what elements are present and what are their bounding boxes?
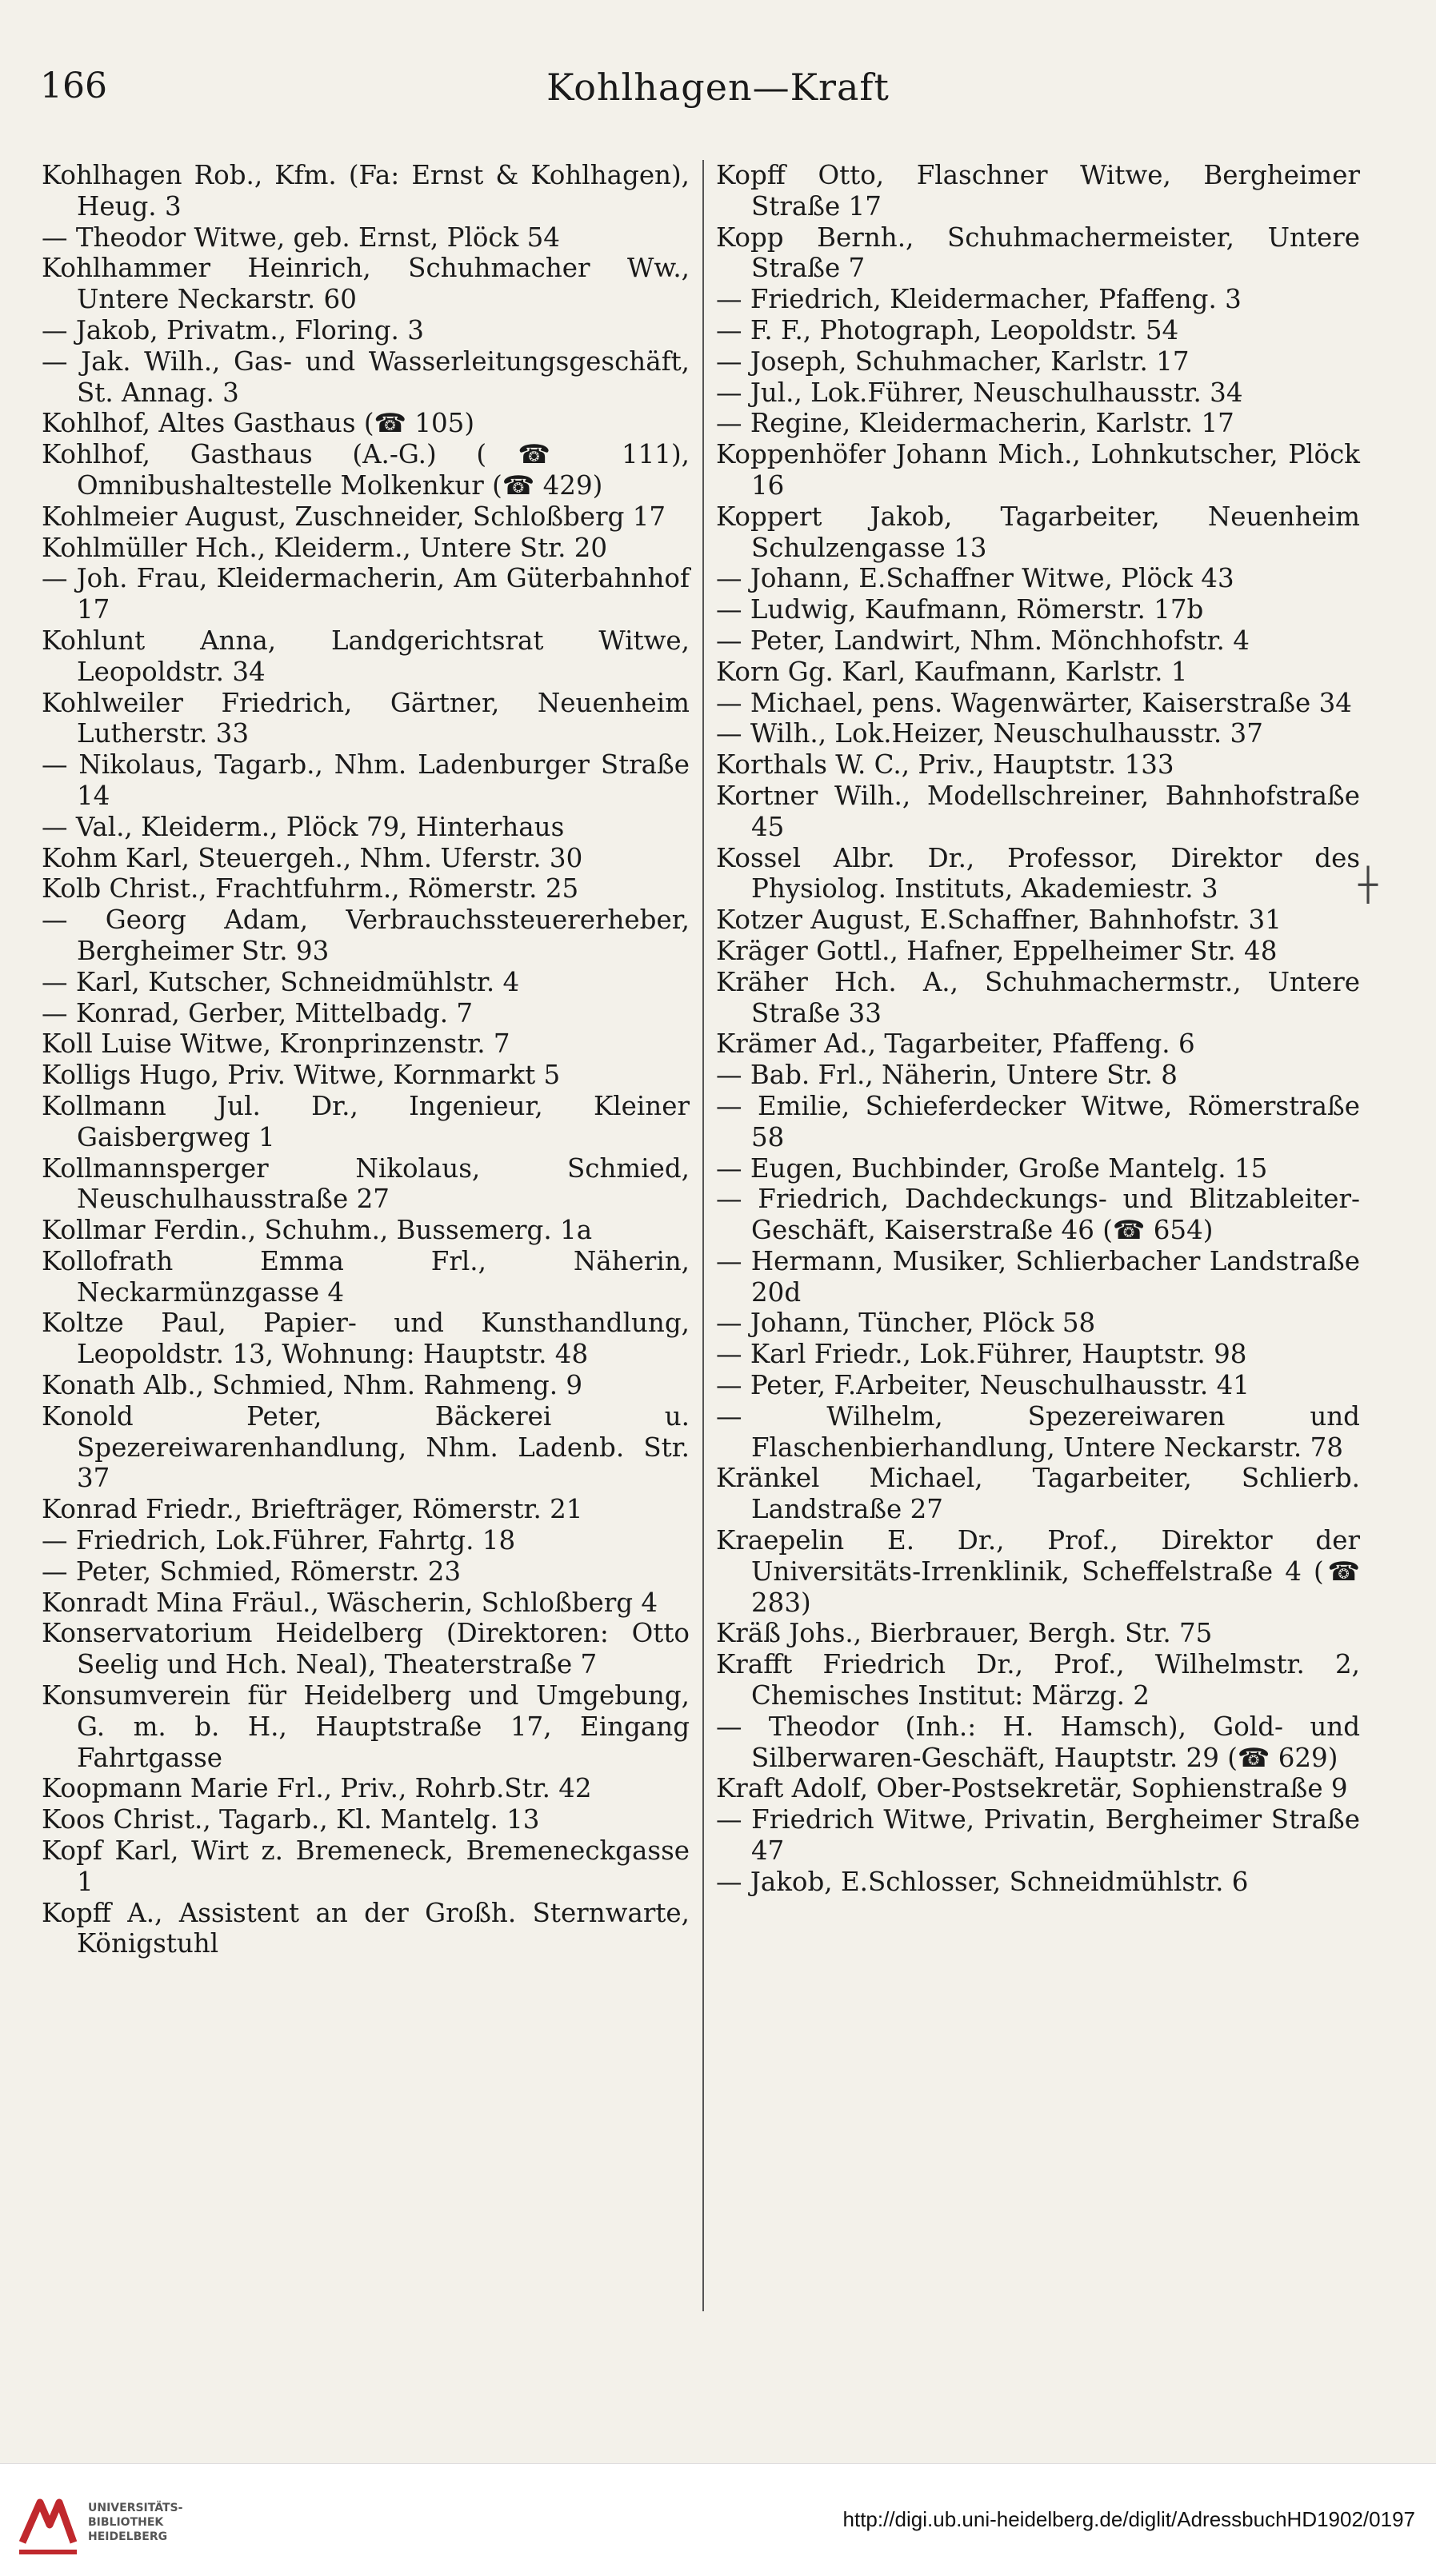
directory-entry: Kolb Christ., Frachtfuhrm., Römerstr. 25: [42, 873, 579, 905]
margin-crosshair-mark: ┼: [1358, 867, 1378, 904]
directory-entry: Krämer Ad., Tagarbeiter, Pfaffeng. 6: [716, 1028, 1195, 1060]
directory-entry: — Wilh., Lok.Heizer, Neuschulhausstr. 37: [716, 718, 1263, 749]
logo-line: UNIVERSITÄTS-: [88, 2502, 183, 2514]
directory-entry: Koppenhöfer Johann Mich., Lohnkutscher, Plöck 16: [716, 439, 1360, 501]
right-column: [716, 160, 1360, 1898]
directory-entry: Kraft Adolf, Ober-Postsekretär, Sophienstraße 9: [716, 1773, 1348, 1804]
directory-entry: — Jak. Wilh., Gas- und Wasserleitungsgeschäft, St. Annag. 3: [42, 345, 690, 408]
directory-entry: Kopf Karl, Wirt z. Bremeneck, Bremeneckgasse 1: [42, 1835, 690, 1897]
directory-entry: Kollofrath Emma Frl., Näherin, Neckarmünzgasse 4: [42, 1245, 690, 1308]
directory-entry: — Peter, Schmied, Römerstr. 23: [42, 1556, 462, 1587]
directory-entry: — Jul., Lok.Führer, Neuschulhausstr. 34: [716, 377, 1243, 408]
library-logo[interactable]: [16, 2486, 200, 2558]
directory-entry: Koltze Paul, Papier- und Kunsthandlung, Leopoldstr. 13, Wohnung: Hauptstr. 48: [42, 1308, 690, 1370]
directory-entry: Kraepelin E. Dr., Prof., Direktor der Universitäts-Irrenklinik, Scheffelstraße 4 (☎ 283): [716, 1525, 1360, 1618]
directory-entry: Kossel Albr. Dr., Professor, Direktor des Physiolog. Instituts, Akademiestr. 3: [716, 842, 1360, 905]
directory-entry: Kohlhammer Heinrich, Schuhmacher Ww., Untere Neckarstr. 60: [42, 253, 690, 315]
directory-entry: Kortner Wilh., Modellschreiner, Bahnhofstraße 45: [716, 780, 1360, 842]
directory-entry: Kräger Gottl., Hafner, Eppelheimer Str. 48: [716, 935, 1278, 966]
directory-entry: — Joseph, Schuhmacher, Karlstr. 17: [716, 345, 1190, 377]
directory-entry: Kollmar Ferdin., Schuhm., Bussemerg. 1a: [42, 1215, 593, 1246]
left-column: [42, 160, 690, 1959]
directory-entry: Kopff Otto, Flaschner Witwe, Bergheimer Straße 17: [716, 160, 1360, 222]
running-head: Kohlhagen—Kraft: [546, 66, 890, 109]
directory-entry: Kollmannsperger Nikolaus, Schmied, Neuschulhausstraße 27: [42, 1152, 690, 1215]
directory-entry: — F. F., Photograph, Leopoldstr. 54: [716, 314, 1179, 345]
directory-entry: Kohlhagen Rob., Kfm. (Fa: Ernst & Kohlhagen), Heug. 3: [42, 160, 690, 222]
directory-entry: Kopff A., Assistent an der Großh. Sternwarte, Königstuhl: [42, 1897, 690, 1959]
directory-entry: Kollmann Jul. Dr., Ingenieur, Kleiner Gaisbergweg 1: [42, 1090, 690, 1152]
directory-entry: Kräß Johs., Bierbrauer, Bergh. Str. 75: [716, 1618, 1213, 1649]
directory-entry: Konsumverein für Heidelberg und Umgebung, G. m. b. H., Hauptstraße 17, Eingang Fahrtgasse: [42, 1680, 690, 1773]
directory-entry: — Karl Friedr., Lok.Führer, Hauptstr. 98: [716, 1339, 1247, 1370]
library-logo-mark: [16, 2486, 80, 2558]
directory-entry: — Joh. Frau, Kleidermacherin, Am Güterbahnhof 17: [42, 563, 690, 625]
directory-entry: Korthals W. C., Priv., Hauptstr. 133: [716, 749, 1174, 781]
directory-entry: Konservatorium Heidelberg (Direktoren: Otto Seelig und Hch. Neal), Theaterstraße 7: [42, 1618, 690, 1680]
directory-entry: Kräher Hch. A., Schuhmachermstr., Untere Straße 33: [716, 966, 1360, 1028]
directory-entry: Konradt Mina Fräul., Wäscherin, Schloßberg 4: [42, 1587, 658, 1618]
directory-entry: — Theodor (Inh.: H. Hamsch), Gold- und Silberwaren-Geschäft, Hauptstr. 29 (☎ 629): [716, 1711, 1360, 1773]
directory-entry: — Nikolaus, Tagarb., Nhm. Ladenburger Straße 14: [42, 749, 690, 811]
directory-entry: Krafft Friedrich Dr., Prof., Wilhelmstr. 2, Chemisches Institut: Märzg. 2: [716, 1649, 1360, 1711]
directory-entry: Kohlweiler Friedrich, Gärtner, Neuenheim Lutherstr. 33: [42, 687, 690, 749]
directory-entry: Kotzer August, E.Schaffner, Bahnhofstr. 31: [716, 905, 1282, 936]
directory-entry: — Friedrich, Kleidermacher, Pfaffeng. 3: [716, 284, 1242, 315]
directory-entry: — Hermann, Musiker, Schlierbacher Landstraße 20d: [716, 1245, 1360, 1308]
directory-entry: — Val., Kleiderm., Plöck 79, Hinterhaus: [42, 811, 565, 842]
source-url-link[interactable]: http://digi.ub.uni-heidelberg.de/diglit/AdressbuchHD1902/0197: [842, 2507, 1415, 2531]
page-number: 166: [40, 66, 107, 106]
directory-entry: — Friedrich, Dachdeckungs- und Blitzableiter-Geschäft, Kaiserstraße 46 (☎ 654): [716, 1184, 1360, 1246]
directory-entry: Koopmann Marie Frl., Priv., Rohrb.Str. 42: [42, 1773, 592, 1804]
directory-entry: — Emilie, Schieferdecker Witwe, Römerstraße 58: [716, 1090, 1360, 1152]
directory-entry: Kränkel Michael, Tagarbeiter, Schlierb. Landstraße 27: [716, 1463, 1360, 1525]
directory-entry: Kohlmüller Hch., Kleiderm., Untere Str. 20: [42, 532, 608, 563]
directory-entry: Koppert Jakob, Tagarbeiter, Neuenheim Schulzengasse 13: [716, 501, 1360, 563]
directory-entry: — Konrad, Gerber, Mittelbadg. 7: [42, 997, 474, 1028]
directory-entry: — Johann, E.Schaffner Witwe, Plöck 43: [716, 563, 1234, 594]
directory-entry: — Johann, Tüncher, Plöck 58: [716, 1308, 1096, 1339]
directory-entry: — Peter, Landwirt, Nhm. Mönchhofstr. 4: [716, 625, 1250, 656]
directory-entry: Konath Alb., Schmied, Nhm. Rahmeng. 9: [42, 1370, 583, 1401]
directory-entry: — Theodor Witwe, geb. Ernst, Plöck 54: [42, 222, 560, 253]
directory-entry: — Wilhelm, Spezereiwaren und Flaschenbierhandlung, Untere Neckarstr. 78: [716, 1400, 1360, 1463]
directory-entry: — Jakob, Privatm., Floring. 3: [42, 314, 424, 345]
directory-entry: — Jakob, E.Schlosser, Schneidmühlstr. 6: [716, 1866, 1249, 1897]
directory-entry: — Regine, Kleidermacherin, Karlstr. 17: [716, 408, 1234, 439]
directory-entry: — Georg Adam, Verbrauchssteuererheber, Bergheimer Str. 93: [42, 905, 690, 966]
directory-entry: — Peter, F.Arbeiter, Neuschulhausstr. 41: [716, 1370, 1250, 1401]
directory-entry: Kohlunt Anna, Landgerichtsrat Witwe, Leopoldstr. 34: [42, 625, 690, 687]
directory-entry: — Karl, Kutscher, Schneidmühlstr. 4: [42, 966, 520, 997]
directory-entry: — Friedrich Witwe, Privatin, Bergheimer Straße 47: [716, 1804, 1360, 1867]
directory-entry: — Ludwig, Kaufmann, Römerstr. 17b: [716, 594, 1204, 625]
directory-entry: — Friedrich, Lok.Führer, Fahrtg. 18: [42, 1525, 516, 1556]
directory-entry: Kolligs Hugo, Priv. Witwe, Kornmarkt 5: [42, 1060, 561, 1091]
directory-entry: Konrad Friedr., Briefträger, Römerstr. 21: [42, 1494, 583, 1525]
logo-line: HEIDELBERG: [88, 2530, 168, 2543]
directory-entry: — Michael, pens. Wagenwärter, Kaiserstraße 34: [716, 687, 1352, 718]
directory-entry: Kohlhof, Gasthaus (A.-G.) (☎ 111), Omnibushaltestelle Molkenkur (☎ 429): [42, 439, 690, 501]
directory-entry: Kohlmeier August, Zuschneider, Schloßberg 17: [42, 501, 666, 532]
directory-entry: Koos Christ., Tagarb., Kl. Mantelg. 13: [42, 1804, 540, 1835]
directory-entry: — Eugen, Buchbinder, Große Mantelg. 15: [716, 1152, 1268, 1184]
directory-entry: — Bab. Frl., Näherin, Untere Str. 8: [716, 1060, 1178, 1091]
directory-entry: Korn Gg. Karl, Kaufmann, Karlstr. 1: [716, 656, 1188, 687]
directory-entry: Kohlhof, Altes Gasthaus (☎ 105): [42, 408, 475, 439]
column-divider: [702, 160, 704, 2311]
directory-entry: Kohm Karl, Steuergeh., Nhm. Uferstr. 30: [42, 842, 583, 873]
directory-entry: Konold Peter, Bäckerei u. Spezereiwarenhandlung, Nhm. Ladenb. Str. 37: [42, 1400, 690, 1494]
logo-line: BIBLIOTHEK: [88, 2516, 164, 2529]
library-logo-text: [88, 2501, 182, 2544]
directory-entry: Koll Luise Witwe, Kronprinzenstr. 7: [42, 1028, 510, 1060]
directory-entry: Kopp Bernh., Schuhmachermeister, Untere Straße 7: [716, 222, 1360, 284]
footer-bar: [0, 2463, 1436, 2576]
